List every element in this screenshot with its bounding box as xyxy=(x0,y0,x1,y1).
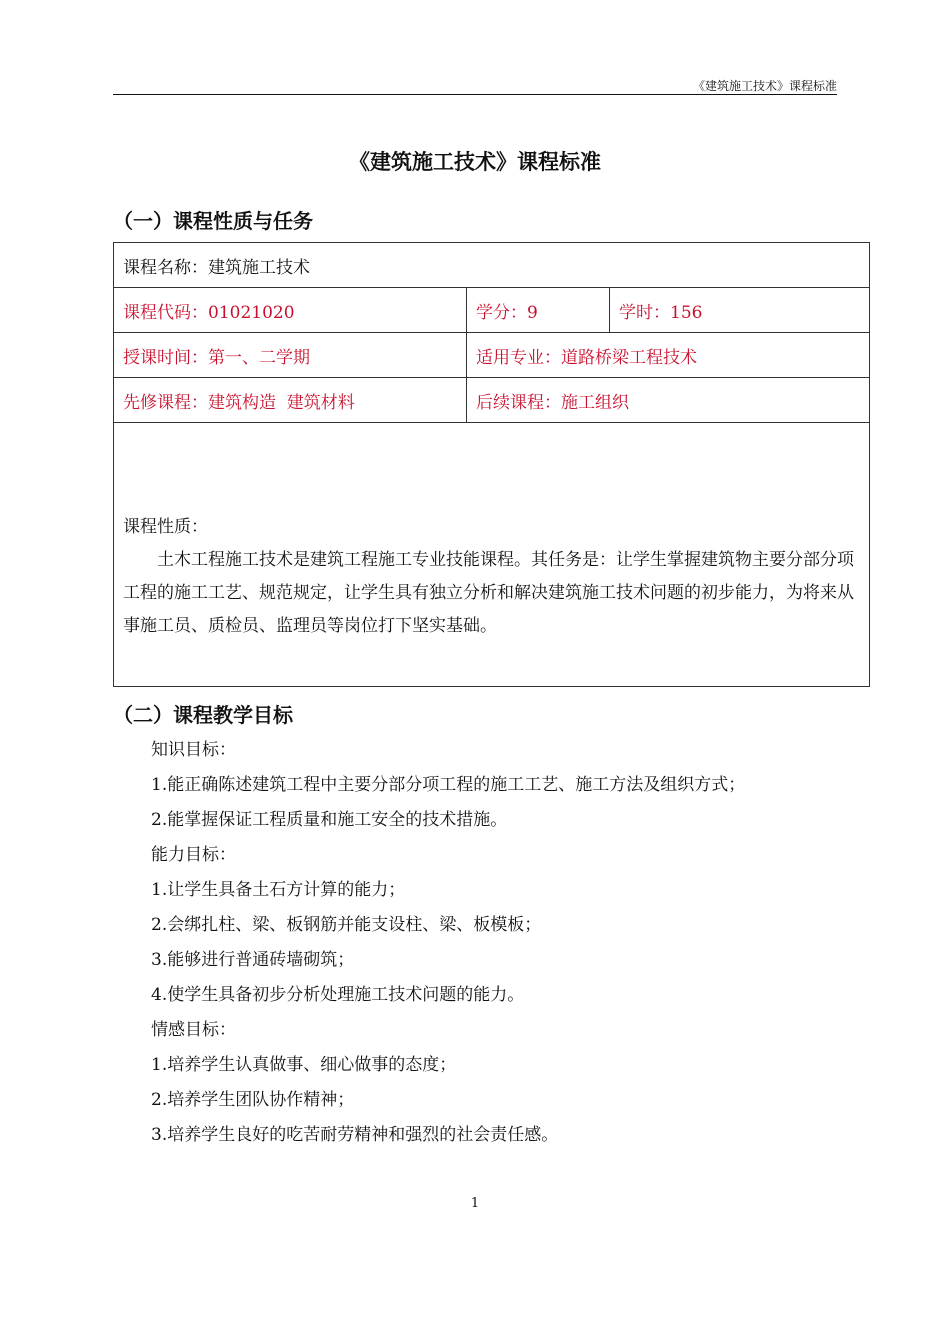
course-info-table xyxy=(113,242,870,687)
prerequisite-cell: 先修课程：建筑构造 建筑材料 xyxy=(114,378,467,423)
header-rule xyxy=(113,94,837,95)
credits-cell: 学分：9 xyxy=(467,288,610,333)
running-header: 《建筑施工技术》课程标准 xyxy=(692,79,837,93)
document-title: 《建筑施工技术》课程标准 xyxy=(349,150,601,174)
list-item: 情感目标： xyxy=(151,1020,236,1040)
table-row xyxy=(114,333,870,378)
list-item: 2.会绑扎柱、梁、板钢筋并能支设柱、梁、板模板； xyxy=(151,915,542,935)
list-item: 能力目标： xyxy=(151,845,236,865)
objectives-list xyxy=(151,733,745,1153)
major-cell: 适用专业：道路桥梁工程技术 xyxy=(467,333,870,378)
follow-up-cell: 后续课程：施工组织 xyxy=(467,378,870,423)
course-nature-label: 课程性质： xyxy=(123,516,208,537)
list-item: 2.培养学生团队协作精神； xyxy=(151,1090,355,1110)
table-row xyxy=(114,423,870,687)
hours-cell: 学时：156 xyxy=(610,288,870,333)
list-item: 1.让学生具备土石方计算的能力； xyxy=(151,880,406,900)
section-heading-nature: （一）课程性质与任务 xyxy=(113,209,313,233)
list-item: 4.使学生具备初步分析处理施工技术问题的能力。 xyxy=(151,985,525,1005)
course-code-cell: 课程代码：01021020 xyxy=(114,288,467,333)
list-item: 3.能够进行普通砖墙砌筑； xyxy=(151,950,355,970)
table-row xyxy=(114,288,870,333)
list-item: 2.能掌握保证工程质量和施工安全的技术措施。 xyxy=(151,810,508,830)
table-row xyxy=(114,378,870,423)
course-nature-text: 土木工程施工技术是建筑工程施工专业技能课程。其任务是：让学生掌握建筑物主要分部分项工程的施工工艺、规范规定，让学生具有独立分析和解决建筑施工技术问题的初步能力，为将来从事施工员、质检员、监理员等岗位打下坚实基础。 xyxy=(123,549,854,636)
list-item: 1.能正确陈述建筑工程中主要分部分项工程的施工工艺、施工方法及组织方式； xyxy=(151,775,746,795)
course-name-cell: 课程名称：建筑施工技术 xyxy=(114,243,870,288)
table-row xyxy=(114,243,870,288)
course-nature-cell xyxy=(114,423,870,687)
teaching-time-cell: 授课时间：第一、二学期 xyxy=(114,333,467,378)
list-item: 3.培养学生良好的吃苦耐劳精神和强烈的社会责任感。 xyxy=(151,1125,559,1145)
list-item: 1.培养学生认真做事、细心做事的态度； xyxy=(151,1055,457,1075)
list-item: 知识目标： xyxy=(151,740,236,760)
section-heading-objectives: （二）课程教学目标 xyxy=(113,703,293,727)
page-number: 1 xyxy=(470,1196,480,1211)
